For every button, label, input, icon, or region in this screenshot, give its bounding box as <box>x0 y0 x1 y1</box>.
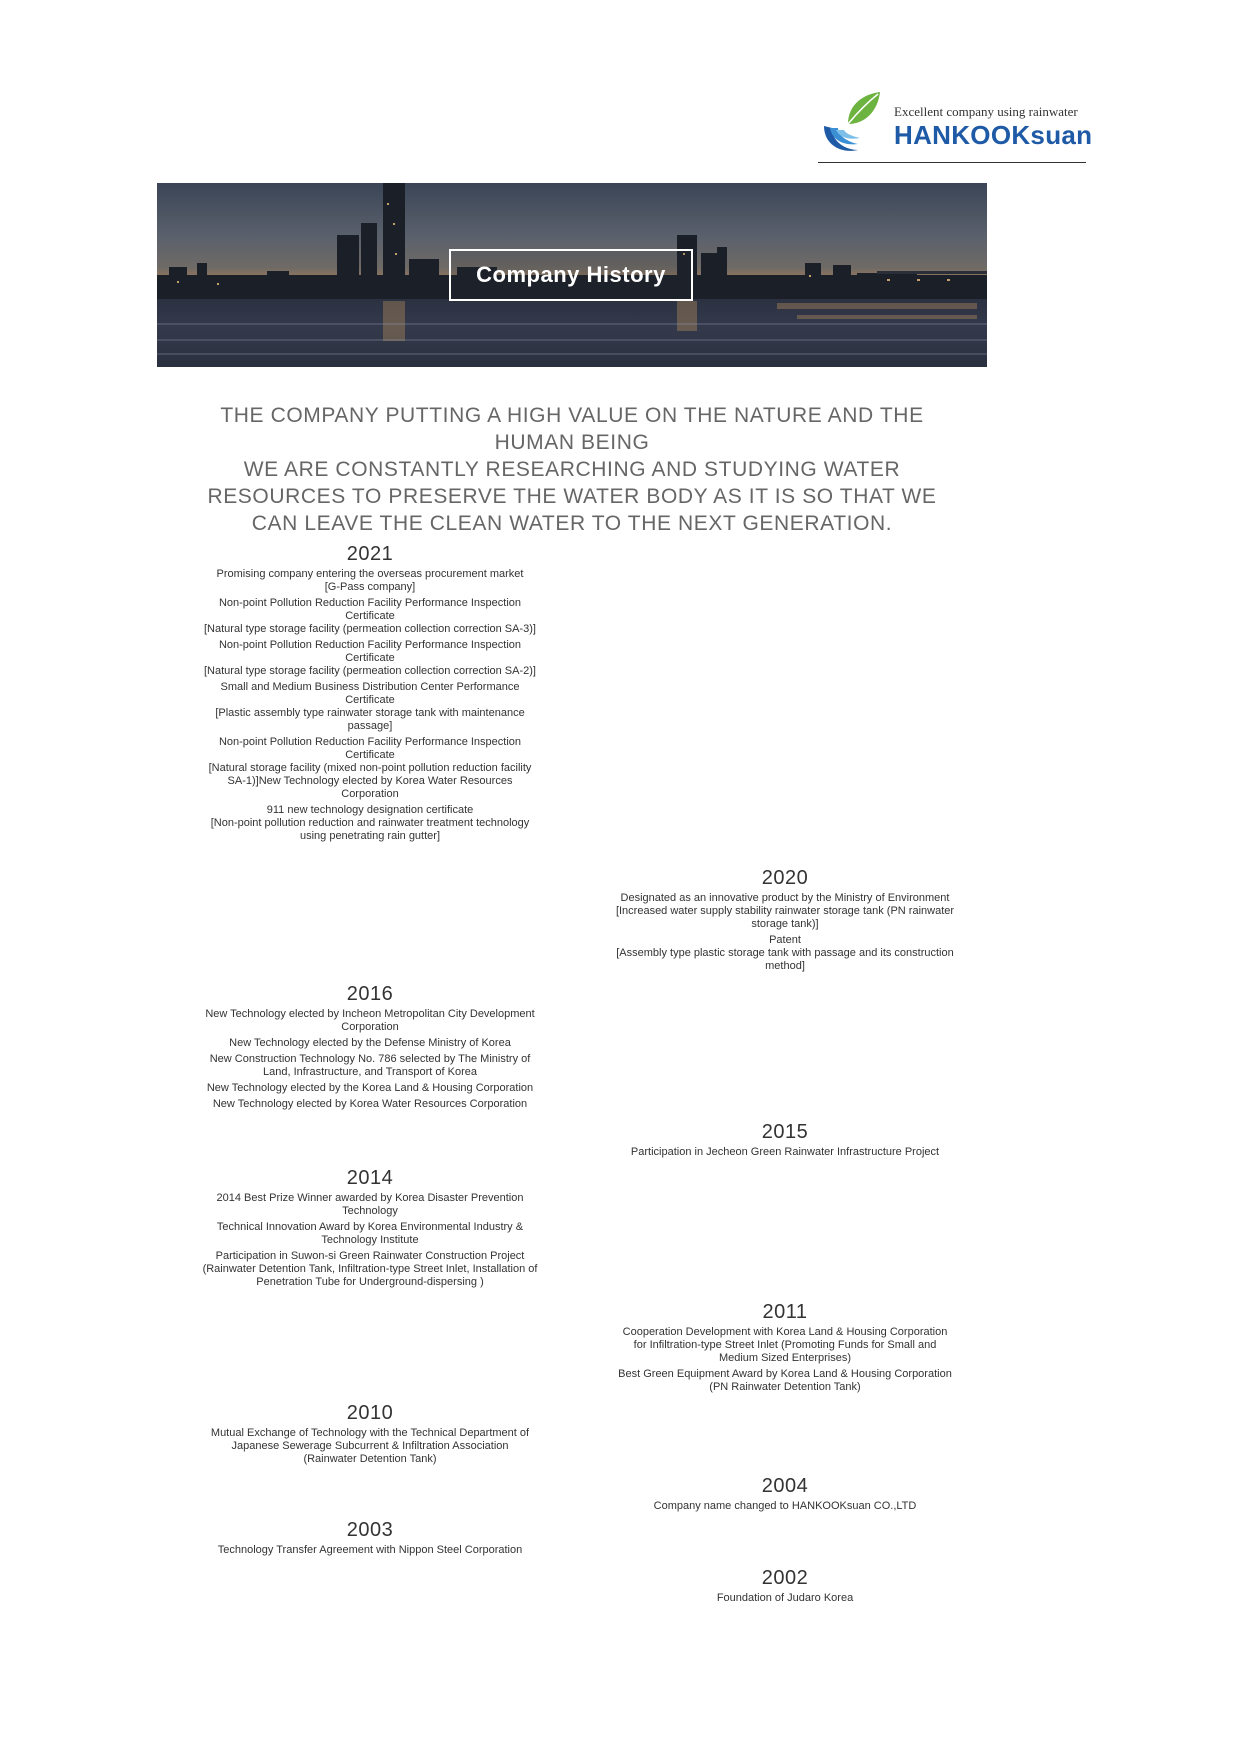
timeline-item: Non-point Pollution Reduction Facility Performance Inspection Certificate [Natural type storage facility (permeation collection correction SA-2)] <box>204 639 536 677</box>
timeline-item: Best Green Equipment Award by Korea Land & Housing Corporation (PN Rainwater Detention Tank) <box>618 1368 952 1393</box>
timeline-entry-2015 <box>575 1120 995 1162</box>
timeline-year: 2004 <box>761 1475 809 1497</box>
timeline-item: Non-point Pollution Reduction Facility Performance Inspection Certificate [Natural type storage facility (permeation collection correction SA-3)] <box>204 597 536 635</box>
timeline-entry-2021 <box>160 542 580 846</box>
timeline-item: New Construction Technology No. 786 selected by The Ministry of Land, Infrastructure, and Transport of Korea <box>209 1053 531 1078</box>
slogan-line: HUMAN BEING <box>494 431 650 454</box>
timeline-item: 911 new technology designation certificate [Non-point pollution reduction and rainwater treatment technology using penetrating rain gutter] <box>210 804 530 842</box>
timeline-entry-2014 <box>160 1166 580 1292</box>
timeline-item: Promising company entering the overseas procurement market [G-Pass company] <box>216 568 524 593</box>
timeline-item: New Technology elected by the Korea Land & Housing Corporation <box>206 1082 534 1094</box>
water-leaf-logo-icon <box>818 88 888 158</box>
timeline-item: Patent [Assembly type plastic storage tank with passage and its construction method] <box>616 934 954 972</box>
timeline-year: 2021 <box>346 543 394 565</box>
timeline-year: 2020 <box>761 867 809 889</box>
timeline-entry-2002 <box>575 1566 995 1608</box>
timeline-item: Technology Transfer Agreement with Nippon Steel Corporation <box>217 1544 523 1556</box>
timeline-item: Participation in Jecheon Green Rainwater Infrastructure Project <box>630 1146 940 1158</box>
timeline-entry-2011 <box>575 1300 995 1397</box>
company-slogan <box>162 402 982 537</box>
timeline-item: Technical Innovation Award by Korea Environmental Industry & Technology Institute <box>216 1221 524 1246</box>
timeline-year: 2015 <box>761 1121 809 1143</box>
timeline-item: New Technology elected by the Defense Ministry of Korea <box>229 1037 511 1049</box>
timeline-entry-2020 <box>575 866 995 976</box>
city-skyline-banner <box>157 183 987 367</box>
timeline-year: 2014 <box>346 1167 394 1189</box>
timeline-year: 2011 <box>762 1301 808 1323</box>
slogan-line: THE COMPANY PUTTING A HIGH VALUE ON THE NATURE AND THE <box>220 404 924 427</box>
timeline-year: 2003 <box>346 1519 394 1541</box>
timeline-entry-2004 <box>575 1474 995 1516</box>
timeline-item: Participation in Suwon-si Green Rainwater Construction Project (Rainwater Detention Tank, Infiltration-type Street Inlet, Installation of Penetration Tube for Underground-dispersing ) <box>202 1250 538 1288</box>
timeline-entry-2010 <box>160 1401 580 1469</box>
timeline-item: New Technology elected by Incheon Metropolitan City Development Corporation <box>205 1008 535 1033</box>
timeline-year: 2010 <box>346 1402 394 1424</box>
timeline-item: Mutual Exchange of Technology with the Technical Department of Japanese Sewerage Subcurrent & Infiltration Association (Rainwater Detention Tank) <box>210 1427 530 1465</box>
timeline-entry-2016 <box>160 982 580 1114</box>
timeline-item: Small and Medium Business Distribution Center Performance Certificate [Plastic assembly type rainwater storage tank with maintenance passage] <box>215 681 525 732</box>
timeline-item: Company name changed to HANKOOKsuan CO.,LTD <box>653 1500 917 1512</box>
company-logo <box>818 86 1093 163</box>
banner-title: Company History <box>449 249 693 301</box>
logo-brand-name: HANKOOKsuan <box>894 120 1093 150</box>
slogan-line: RESOURCES TO PRESERVE THE WATER BODY AS IT IS SO THAT WE <box>207 485 937 508</box>
timeline-year: 2002 <box>761 1567 809 1589</box>
timeline-item: 2014 Best Prize Winner awarded by Korea Disaster Prevention Technology <box>216 1192 524 1217</box>
timeline-item: New Technology elected by Korea Water Resources Corporation <box>212 1098 528 1110</box>
slogan-line: CAN LEAVE THE CLEAN WATER TO THE NEXT GENERATION. <box>251 512 893 535</box>
timeline-entry-2003 <box>160 1518 580 1560</box>
slogan-line: WE ARE CONSTANTLY RESEARCHING AND STUDYING WATER <box>243 458 901 481</box>
timeline-year: 2016 <box>346 983 394 1005</box>
timeline-item: Non-point Pollution Reduction Facility Performance Inspection Certificate [Natural storage facility (mixed non-point pollution reduction facility SA-1)]New Technology elected by Korea Water Resources Corporation <box>208 736 532 800</box>
timeline-item: Cooperation Development with Korea Land & Housing Corporation for Infiltration-type Street Inlet (Promoting Funds for Small and Medium Sized Enterprises) <box>622 1326 948 1364</box>
logo-tagline: Excellent company using rainwater <box>894 104 1078 119</box>
timeline-item: Designated as an innovative product by the Ministry of Environment [Increased water supply stability rainwater storage tank (PN rainwater storage tank)] <box>615 892 955 930</box>
timeline-item: Foundation of Judaro Korea <box>716 1592 854 1604</box>
